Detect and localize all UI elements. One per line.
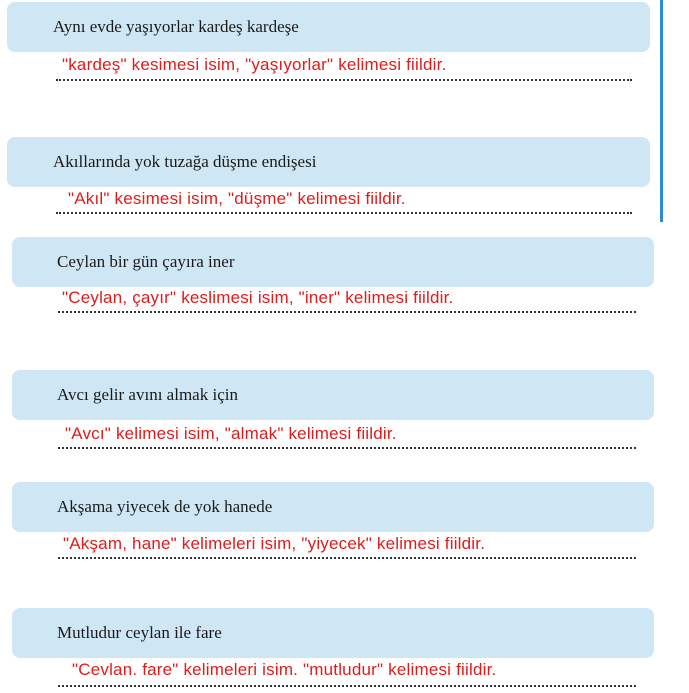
- prompt-box: [7, 137, 650, 187]
- answer-text: "Cevlan. fare" kelimeleri isim. "mutludur" kelimesi fiildir.: [72, 660, 497, 679]
- prompt-box: [12, 237, 654, 287]
- answer-line: [58, 557, 636, 559]
- answer-line: [58, 311, 636, 313]
- prompt-text: Ceylan bir gün çayıra iner: [57, 252, 235, 271]
- prompt-text: Aynı evde yaşıyorlar kardeş kardeşe: [53, 17, 299, 36]
- margin-rule: [660, 0, 663, 222]
- answer-line: [56, 79, 632, 81]
- prompt-box: [12, 370, 654, 420]
- answer-text: "kardeş" kesimesi isim, "yaşıyorlar" kelimesi fiildir.: [62, 55, 447, 74]
- prompt-text: Akıllarında yok tuzağa düşme endişesi: [53, 152, 317, 171]
- answer-text: "Akıl" kesimesi isim, "düşme" kelimesi fiildir.: [68, 189, 406, 208]
- answer-line: [56, 212, 632, 214]
- prompt-text: Avcı gelir avını almak için: [57, 385, 238, 404]
- answer-line: [58, 685, 636, 687]
- prompt-text: Akşama yiyecek de yok hanede: [57, 497, 273, 516]
- answer-text: "Avcı" kelimesi isim, "almak" kelimesi fiildir.: [65, 424, 397, 443]
- prompt-box: [7, 2, 650, 52]
- prompt-box: [12, 608, 654, 658]
- prompt-box: [12, 482, 654, 532]
- prompt-text: Mutludur ceylan ile fare: [57, 623, 222, 642]
- answer-text: "Ceylan, çayır" keslimesi isim, "iner" kelimesi fiildir.: [62, 288, 454, 307]
- answer-line: [58, 447, 636, 449]
- answer-text: "Akşam, hane" kelimeleri isim, "yiyecek" kelimesi fiildir.: [63, 534, 486, 553]
